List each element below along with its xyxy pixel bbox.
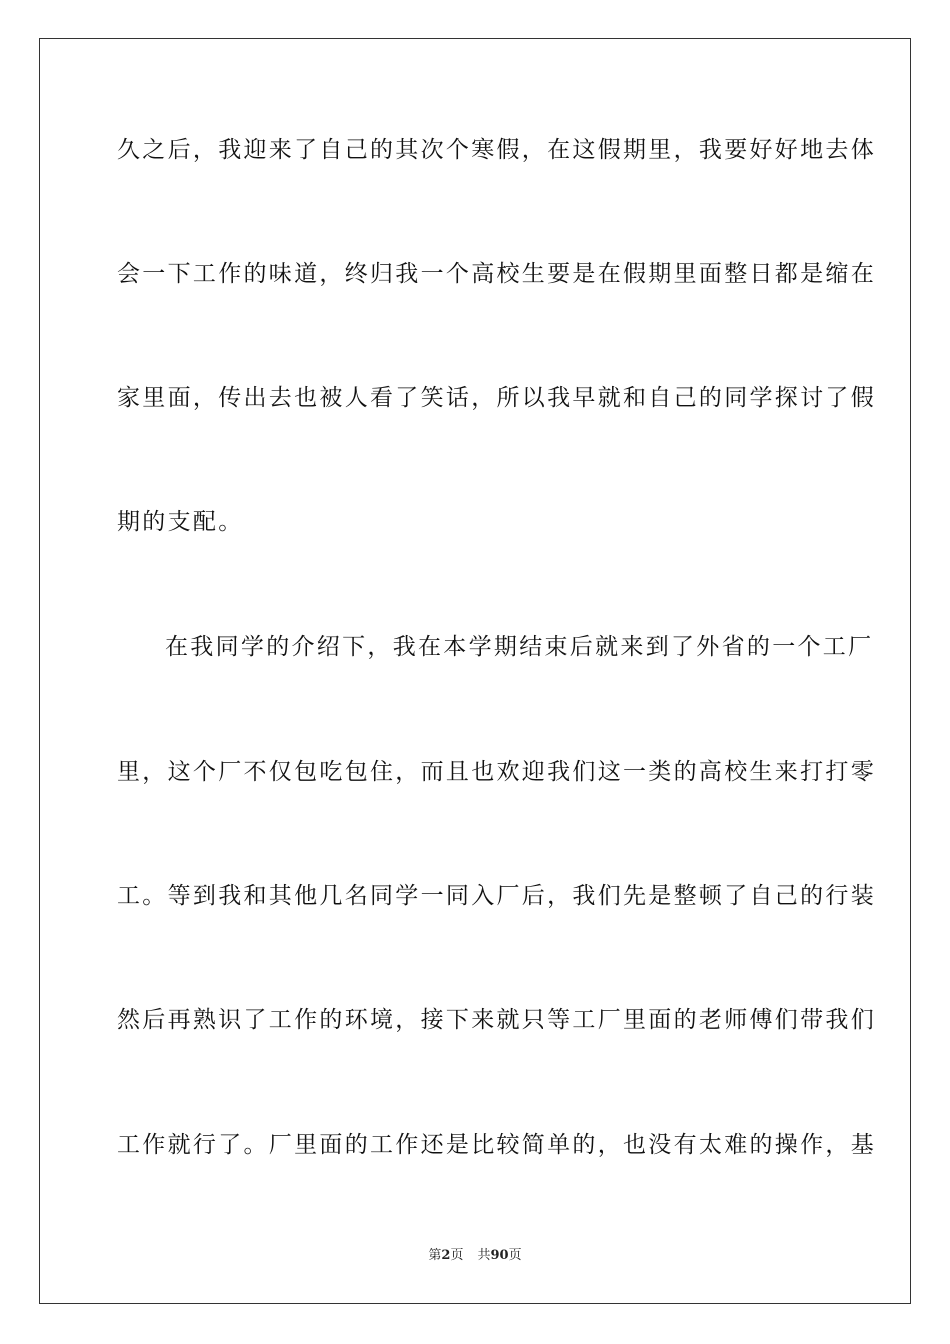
- body-line-7: 工。等到我和其他几名同学一同入厂后，我们先是整顿了自己的行装: [117, 883, 876, 909]
- page-border: [39, 38, 911, 1304]
- body-line-4: 期的支配。: [117, 509, 244, 535]
- footer-page-suffix: 页: [450, 1248, 464, 1263]
- body-line-2: 会一下工作的味道，终归我一个高校生要是在假期里面整日都是缩在: [117, 261, 876, 287]
- footer-total-prefix: 共: [477, 1248, 491, 1263]
- body-line-5-paragraph-start: 在我同学的介绍下，我在本学期结束后就来到了外省的一个工厂: [165, 634, 874, 660]
- footer-page-prefix: 第: [428, 1248, 442, 1263]
- body-line-8: 然后再熟识了工作的环境，接下来就只等工厂里面的老师傅们带我们: [117, 1007, 876, 1033]
- footer-page-number: 2: [441, 1248, 451, 1263]
- body-line-6: 里，这个厂不仅包吃包住，而且也欢迎我们这一类的高校生来打打零: [117, 759, 876, 785]
- body-line-1: 久之后，我迎来了自己的其次个寒假，在这假期里，我要好好地去体: [117, 137, 876, 163]
- footer-total-suffix: 页: [508, 1248, 522, 1263]
- footer-total-pages: 90: [490, 1248, 509, 1263]
- page-footer: [0, 1248, 950, 1264]
- body-line-9: 工作就行了。厂里面的工作还是比较简单的，也没有太难的操作，基: [117, 1132, 876, 1158]
- body-line-3: 家里面，传出去也被人看了笑话，所以我早就和自己的同学探讨了假: [117, 385, 876, 411]
